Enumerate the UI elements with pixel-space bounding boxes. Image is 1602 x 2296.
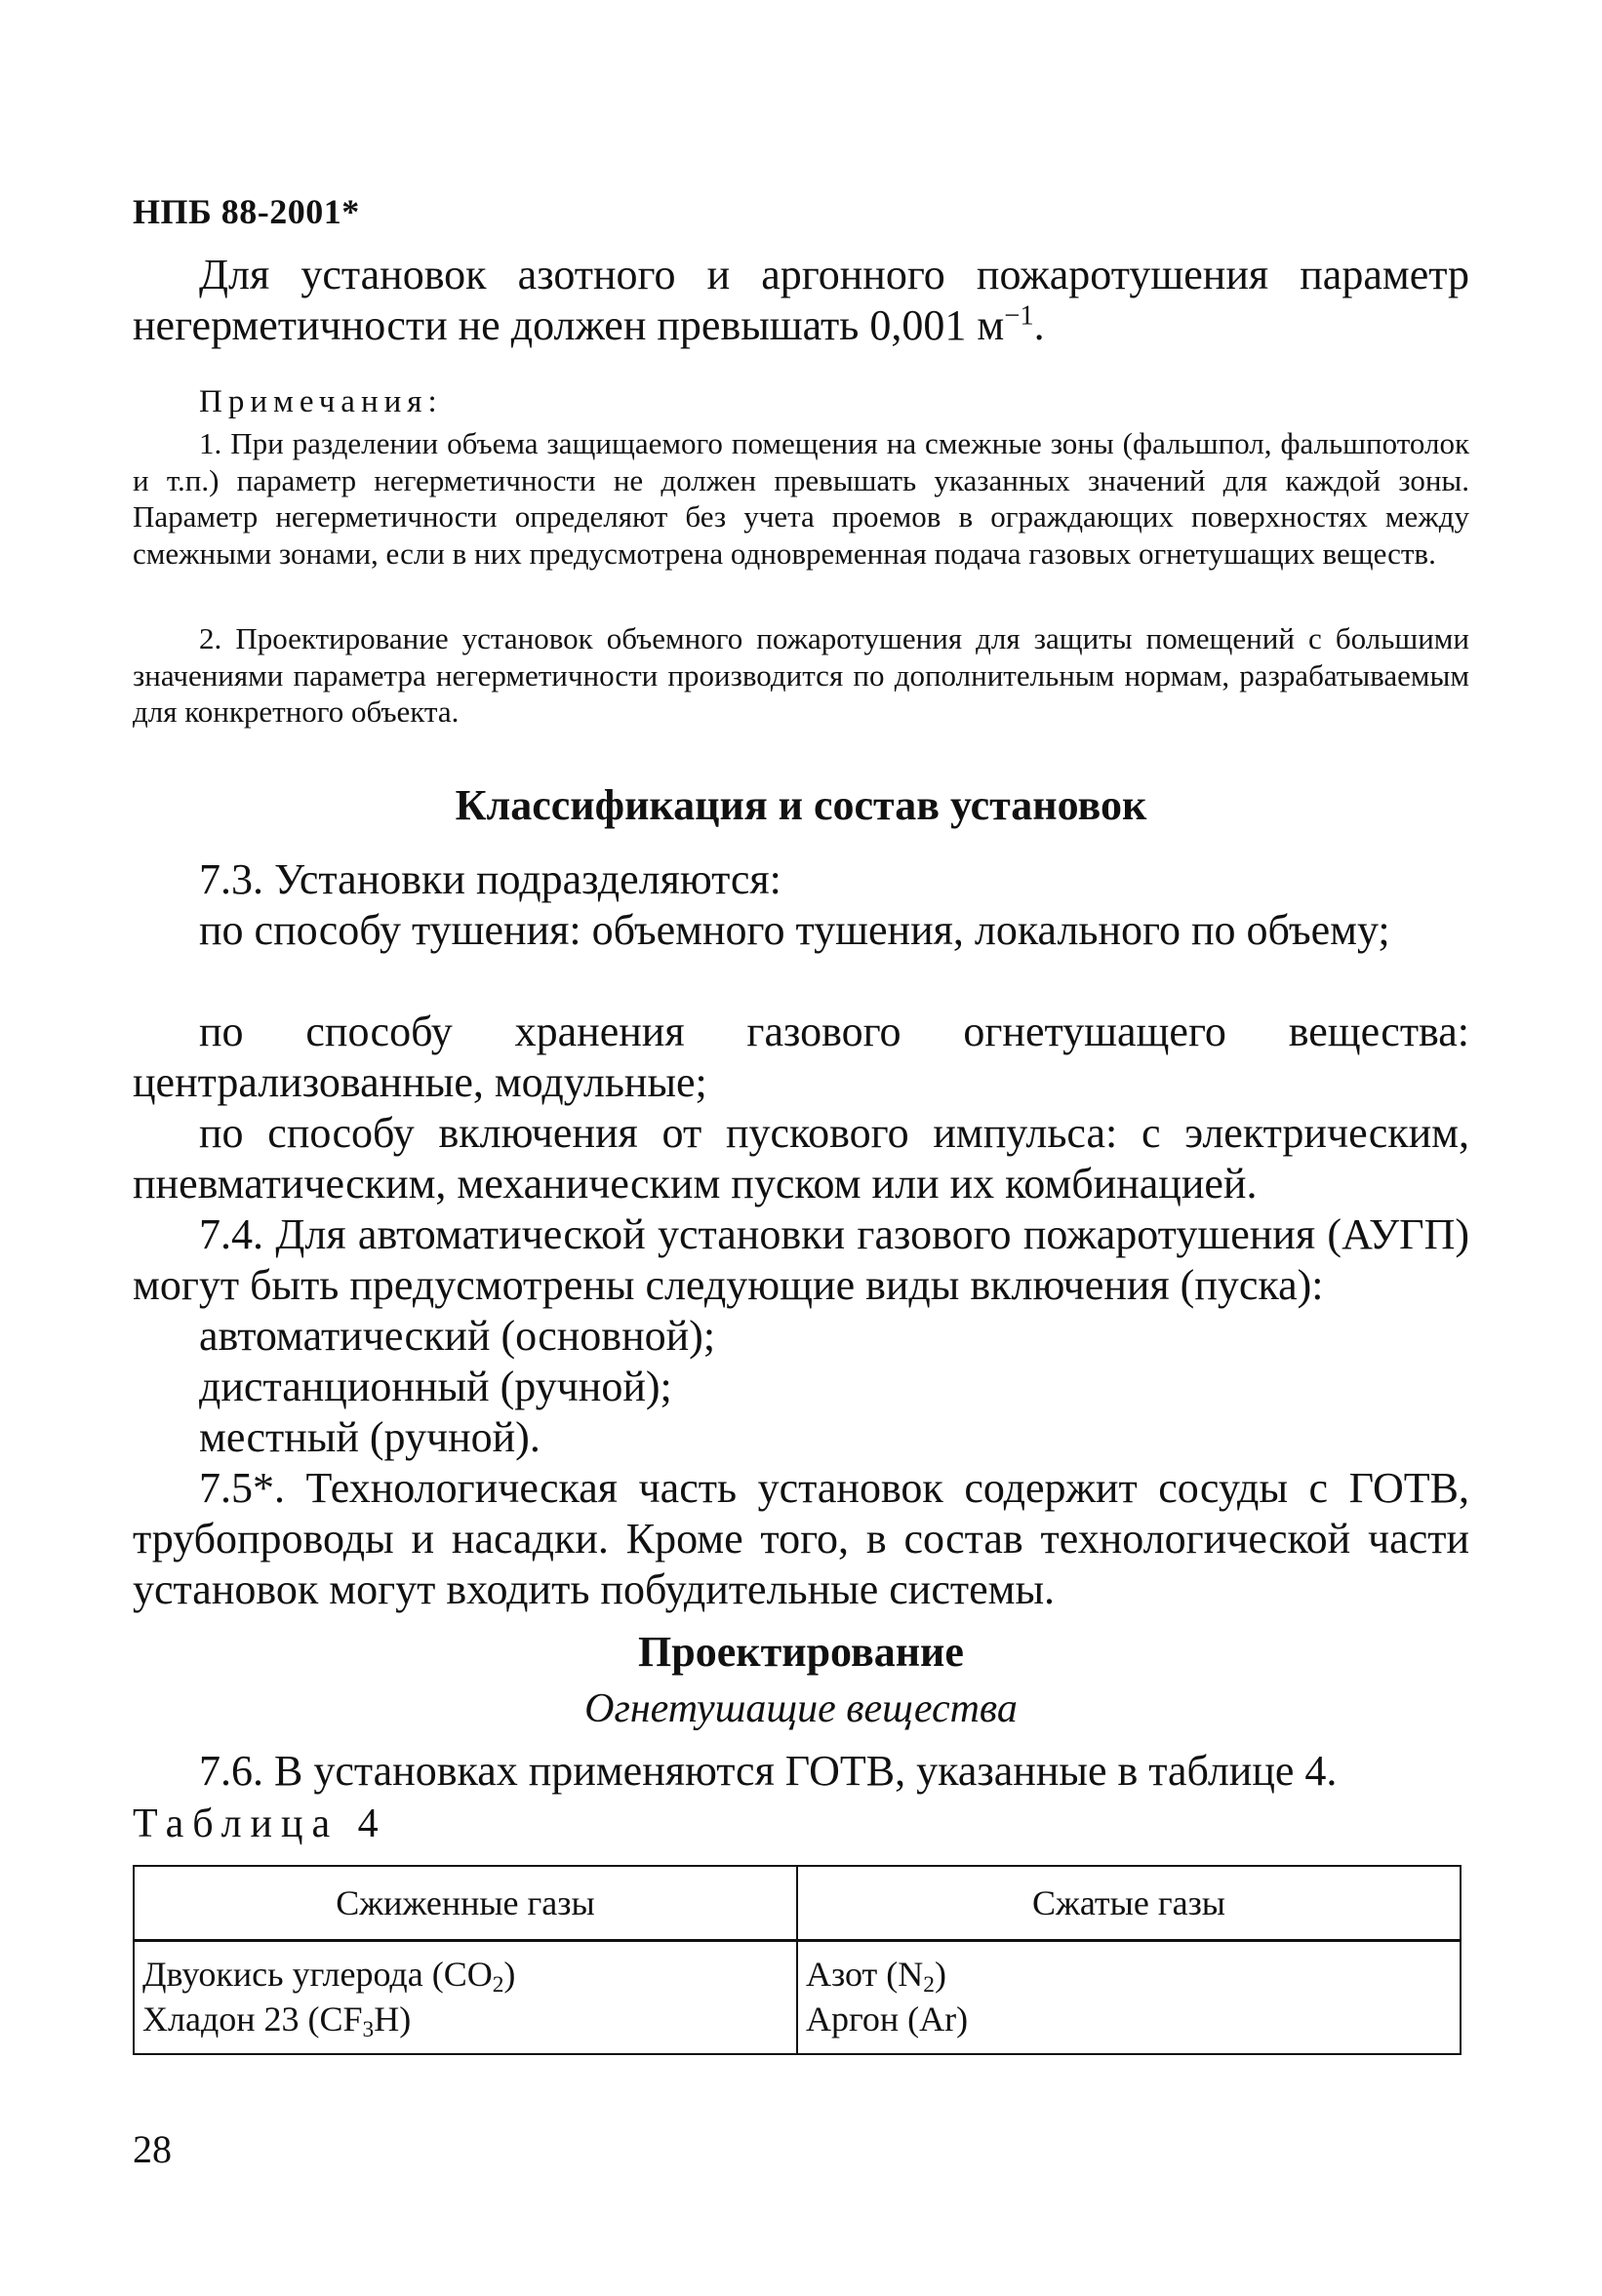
- table-row: [134, 1941, 1461, 2055]
- list-item-extinguishing-method: по способу тушения: объемного тушения, локального по объему;: [199, 906, 1390, 954]
- notes-title: Примечания:: [199, 384, 443, 419]
- list-item-local: местный (ручной).: [199, 1413, 541, 1461]
- intro-text: Для установок азотного и аргонного пожаротушения параметр негерметичности не должен превышать 0,001 м: [133, 251, 1469, 349]
- subheading-extinguishing-agents: Огнетушащие вещества: [584, 1686, 1018, 1731]
- list-item-storage-method: по способу хранения газового огнетушащего вещества: централизованные, модульные;: [133, 1008, 1469, 1106]
- paragraph-7-6: 7.6. В установках применяются ГОТВ, указанные в таблице 4.: [199, 1747, 1338, 1795]
- gas-entry-carbon-dioxide: Двуокись углерода $(CO_2)$: [142, 1955, 516, 1998]
- list-item-automatic: автоматический (основной);: [199, 1312, 716, 1360]
- liquefied-gases-cell: [134, 1941, 797, 2055]
- paragraph-7-4: 7.4. Для автоматической установки газового пожаротушения (АУГП) могут быть предусмотрены следующие виды включения (пуска):: [133, 1210, 1469, 1309]
- document-code: НПБ 88-2001*: [133, 192, 360, 231]
- list-item-remote: дистанционный (ручной);: [199, 1363, 672, 1410]
- column-header-compressed: Сжатые газы: [797, 1866, 1461, 1941]
- gas-entry-argon: Аргон (Ar): [806, 1999, 969, 2039]
- column-header-liquefied: Сжиженные газы: [134, 1866, 797, 1941]
- note-1: 1. При разделении объема защищаемого помещения на смежные зоны (фальшпол, фальшпотолок и т.п.) параметр негерметичности не должен превышать указанных значений для каждой зоны. Параметр негерметичности определяют без учета проемов в ограждающих поверхностях между смежными зонами, если в них предусмотрена одновременная подача газовых огнетушащих веществ.: [133, 426, 1469, 571]
- section-heading-design: Проектирование: [638, 1628, 964, 1676]
- intro-end: .: [1033, 301, 1045, 349]
- gas-entry-nitrogen: Азот $(N_2)$: [806, 1955, 946, 1998]
- paragraph-7-3: 7.3. Установки подразделяются:: [199, 855, 781, 903]
- table-header-row: [134, 1866, 1461, 1941]
- note-2: 2. Проектирование установок объемного пожаротушения для защиты помещений с большими значениями параметра негерметичности производится по дополнительным нормам, разрабатываемым для конкретного объекта.: [133, 621, 1469, 729]
- section-heading-classification: Классификация и состав установок: [455, 781, 1147, 829]
- intro-paragraph: [133, 250, 1469, 351]
- table-caption: Таблица 4: [133, 1801, 387, 1846]
- page-number: 28: [133, 2127, 172, 2171]
- paragraph-7-5: 7.5*. Технологическая часть установок содержит сосуды с ГОТВ, трубопроводы и насадки. Кроме того, в состав технологической части установок могут входить побудительные системы.: [133, 1464, 1469, 1613]
- gas-entry-freon-23: Хладон 23 $(CF_3H)$: [142, 1999, 412, 2042]
- compressed-gases-cell: [797, 1941, 1461, 2055]
- gases-table: [133, 1865, 1462, 2055]
- unit-exponent: −1: [1004, 300, 1034, 332]
- list-item-activation-method: по способу включения от пускового импульса: с электрическим, пневматическим, механическим пуском или их комбинацией.: [133, 1109, 1469, 1207]
